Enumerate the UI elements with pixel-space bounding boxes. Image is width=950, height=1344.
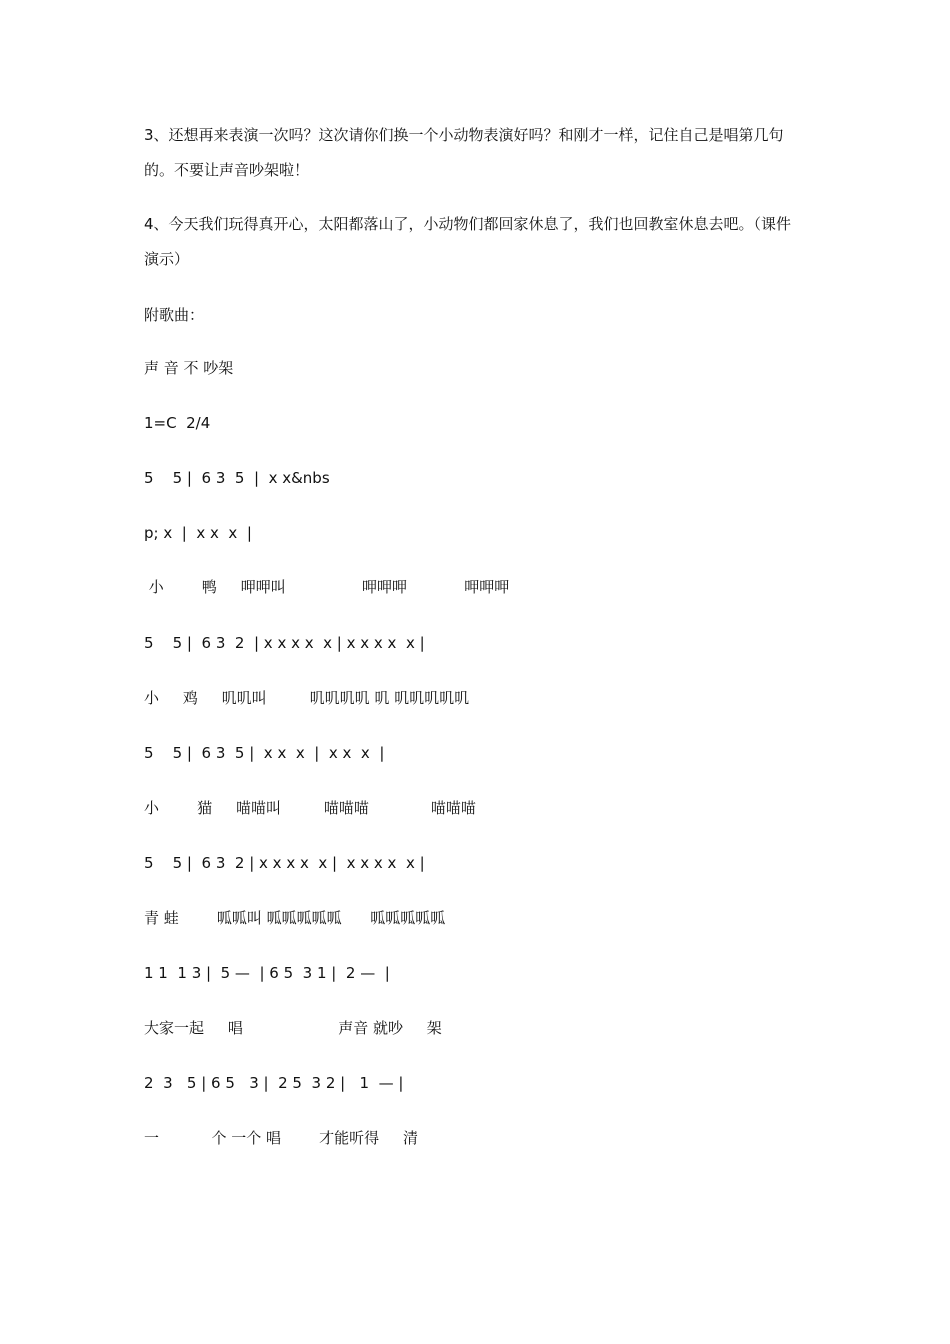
paragraph-step-3: 3、还想再来表演一次吗？这次请你们换一个小动物表演好吗？和刚才一样，记住自己是唱第几句的。不要让声音吵架啦！: [144, 126, 784, 179]
score-line: p; x | x x x |: [144, 524, 252, 542]
score-line: 5 5 | 6 3 5 | x x&nbs: [144, 469, 330, 487]
score-line: 5 5 | 6 3 2 | x x x x x | x x x x x |: [144, 634, 425, 652]
lyric-line: 小 鸡 叽叽叫 叽叽叽叽 叽 叽叽叽叽叽: [144, 689, 470, 707]
song-intro: 附歌曲：: [144, 306, 205, 324]
score-line: 1 1 1 3 | 5 — | 6 5 3 1 | 2 — |: [144, 964, 390, 982]
lyric-line: 大家一起 唱 声音 就吵 架: [144, 1019, 442, 1037]
score-line: 2 3 5 | 6 5 3 | 2 5 3 2 | 1 — |: [144, 1074, 404, 1092]
score-line: 5 5 | 6 3 5 | x x x | x x x |: [144, 744, 385, 762]
song-title: 声 音 不 吵架: [144, 359, 234, 377]
lyric-line: 小 猫 喵喵叫 喵喵喵 喵喵喵: [144, 799, 476, 817]
paragraph-step-4: 4、今天我们玩得真开心，太阳都落山了，小动物们都回家休息了，我们也回教室休息去吧。（课件演示）: [144, 215, 792, 268]
lyric-line: 一 个 一个 唱 才能听得 清: [144, 1129, 418, 1147]
lyric-line: 小 鸭 呷呷叫 呷呷呷 呷呷呷: [144, 578, 510, 596]
score-line: 5 5 | 6 3 2 | x x x x x | x x x x x |: [144, 854, 425, 872]
key-signature: 1=C 2/4: [144, 414, 211, 432]
lyric-line: 青 蛙 呱呱叫 呱呱呱呱呱 呱呱呱呱呱: [144, 909, 446, 927]
